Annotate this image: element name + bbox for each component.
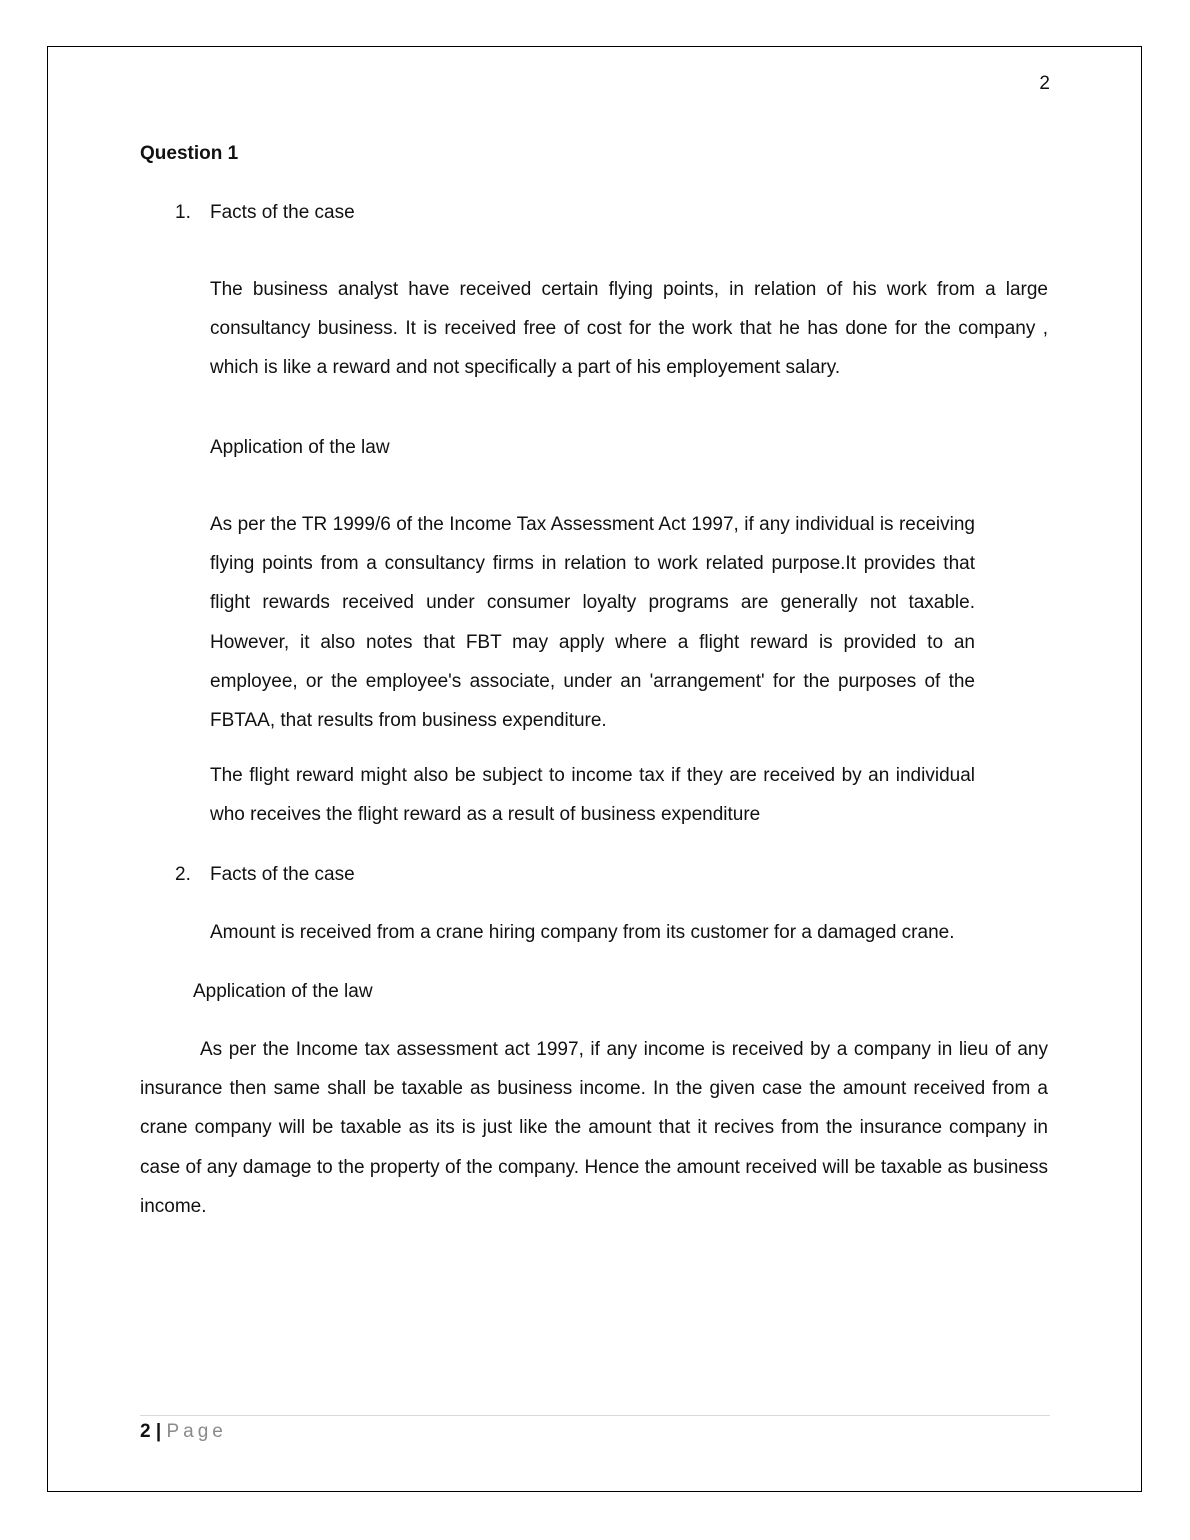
footer-separator: |	[155, 1421, 162, 1442]
law-label-1: Application of the law	[210, 437, 390, 458]
facts-label-2: Facts of the case	[210, 864, 355, 885]
law-paragraph-1a: As per the TR 1999/6 of the Income Tax Assessment Act 1997, if any individual is receiving flying points from a consultancy firms in relation to work related purpose.It provides that flight rewards received under consumer loyalty programs are generally not taxable. However, it also notes that FBT may apply where a flight reward is provided to an employee, or the employee's associate, under an 'arrangement' for the purposes of the FBTAA, that results from business expenditure.	[210, 514, 975, 732]
law-paragraph-1b: The flight reward might also be subject to income tax if they are received by an individual who receives the flight reward as a result of business expenditure	[210, 765, 975, 826]
header-page-number: 2	[1039, 73, 1050, 94]
footer-page-number: 2	[140, 1421, 151, 1442]
law-label-2: Application of the law	[193, 981, 373, 1002]
facts-paragraph-2: Amount is received from a crane hiring company from its customer for a damaged crane.	[210, 922, 955, 943]
footer-divider	[140, 1415, 1050, 1416]
list-number-2: 2.	[175, 864, 191, 885]
law-paragraph-2: As per the Income tax assessment act 1997, if any income is received by a company in lieu of any insurance then same shall be taxable as business income. In the given case the amount received from a crane company will be taxable as its is just like the amount that it recives from the insurance company in case of any damage to the property of the company. Hence the amount received will be taxable as business income.	[140, 1039, 1048, 1217]
facts-label-1: Facts of the case	[210, 202, 355, 223]
footer	[140, 1420, 227, 1444]
footer-page-word: Page	[166, 1421, 227, 1442]
facts-paragraph-1: The business analyst have received certain flying points, in relation of his work from a large consultancy business. It is received free of cost for the work that he has done for the company , which is like a reward and not specifically a part of his employement salary.	[210, 279, 1048, 379]
question-heading: Question 1	[140, 143, 239, 164]
list-number-1: 1.	[175, 202, 191, 223]
